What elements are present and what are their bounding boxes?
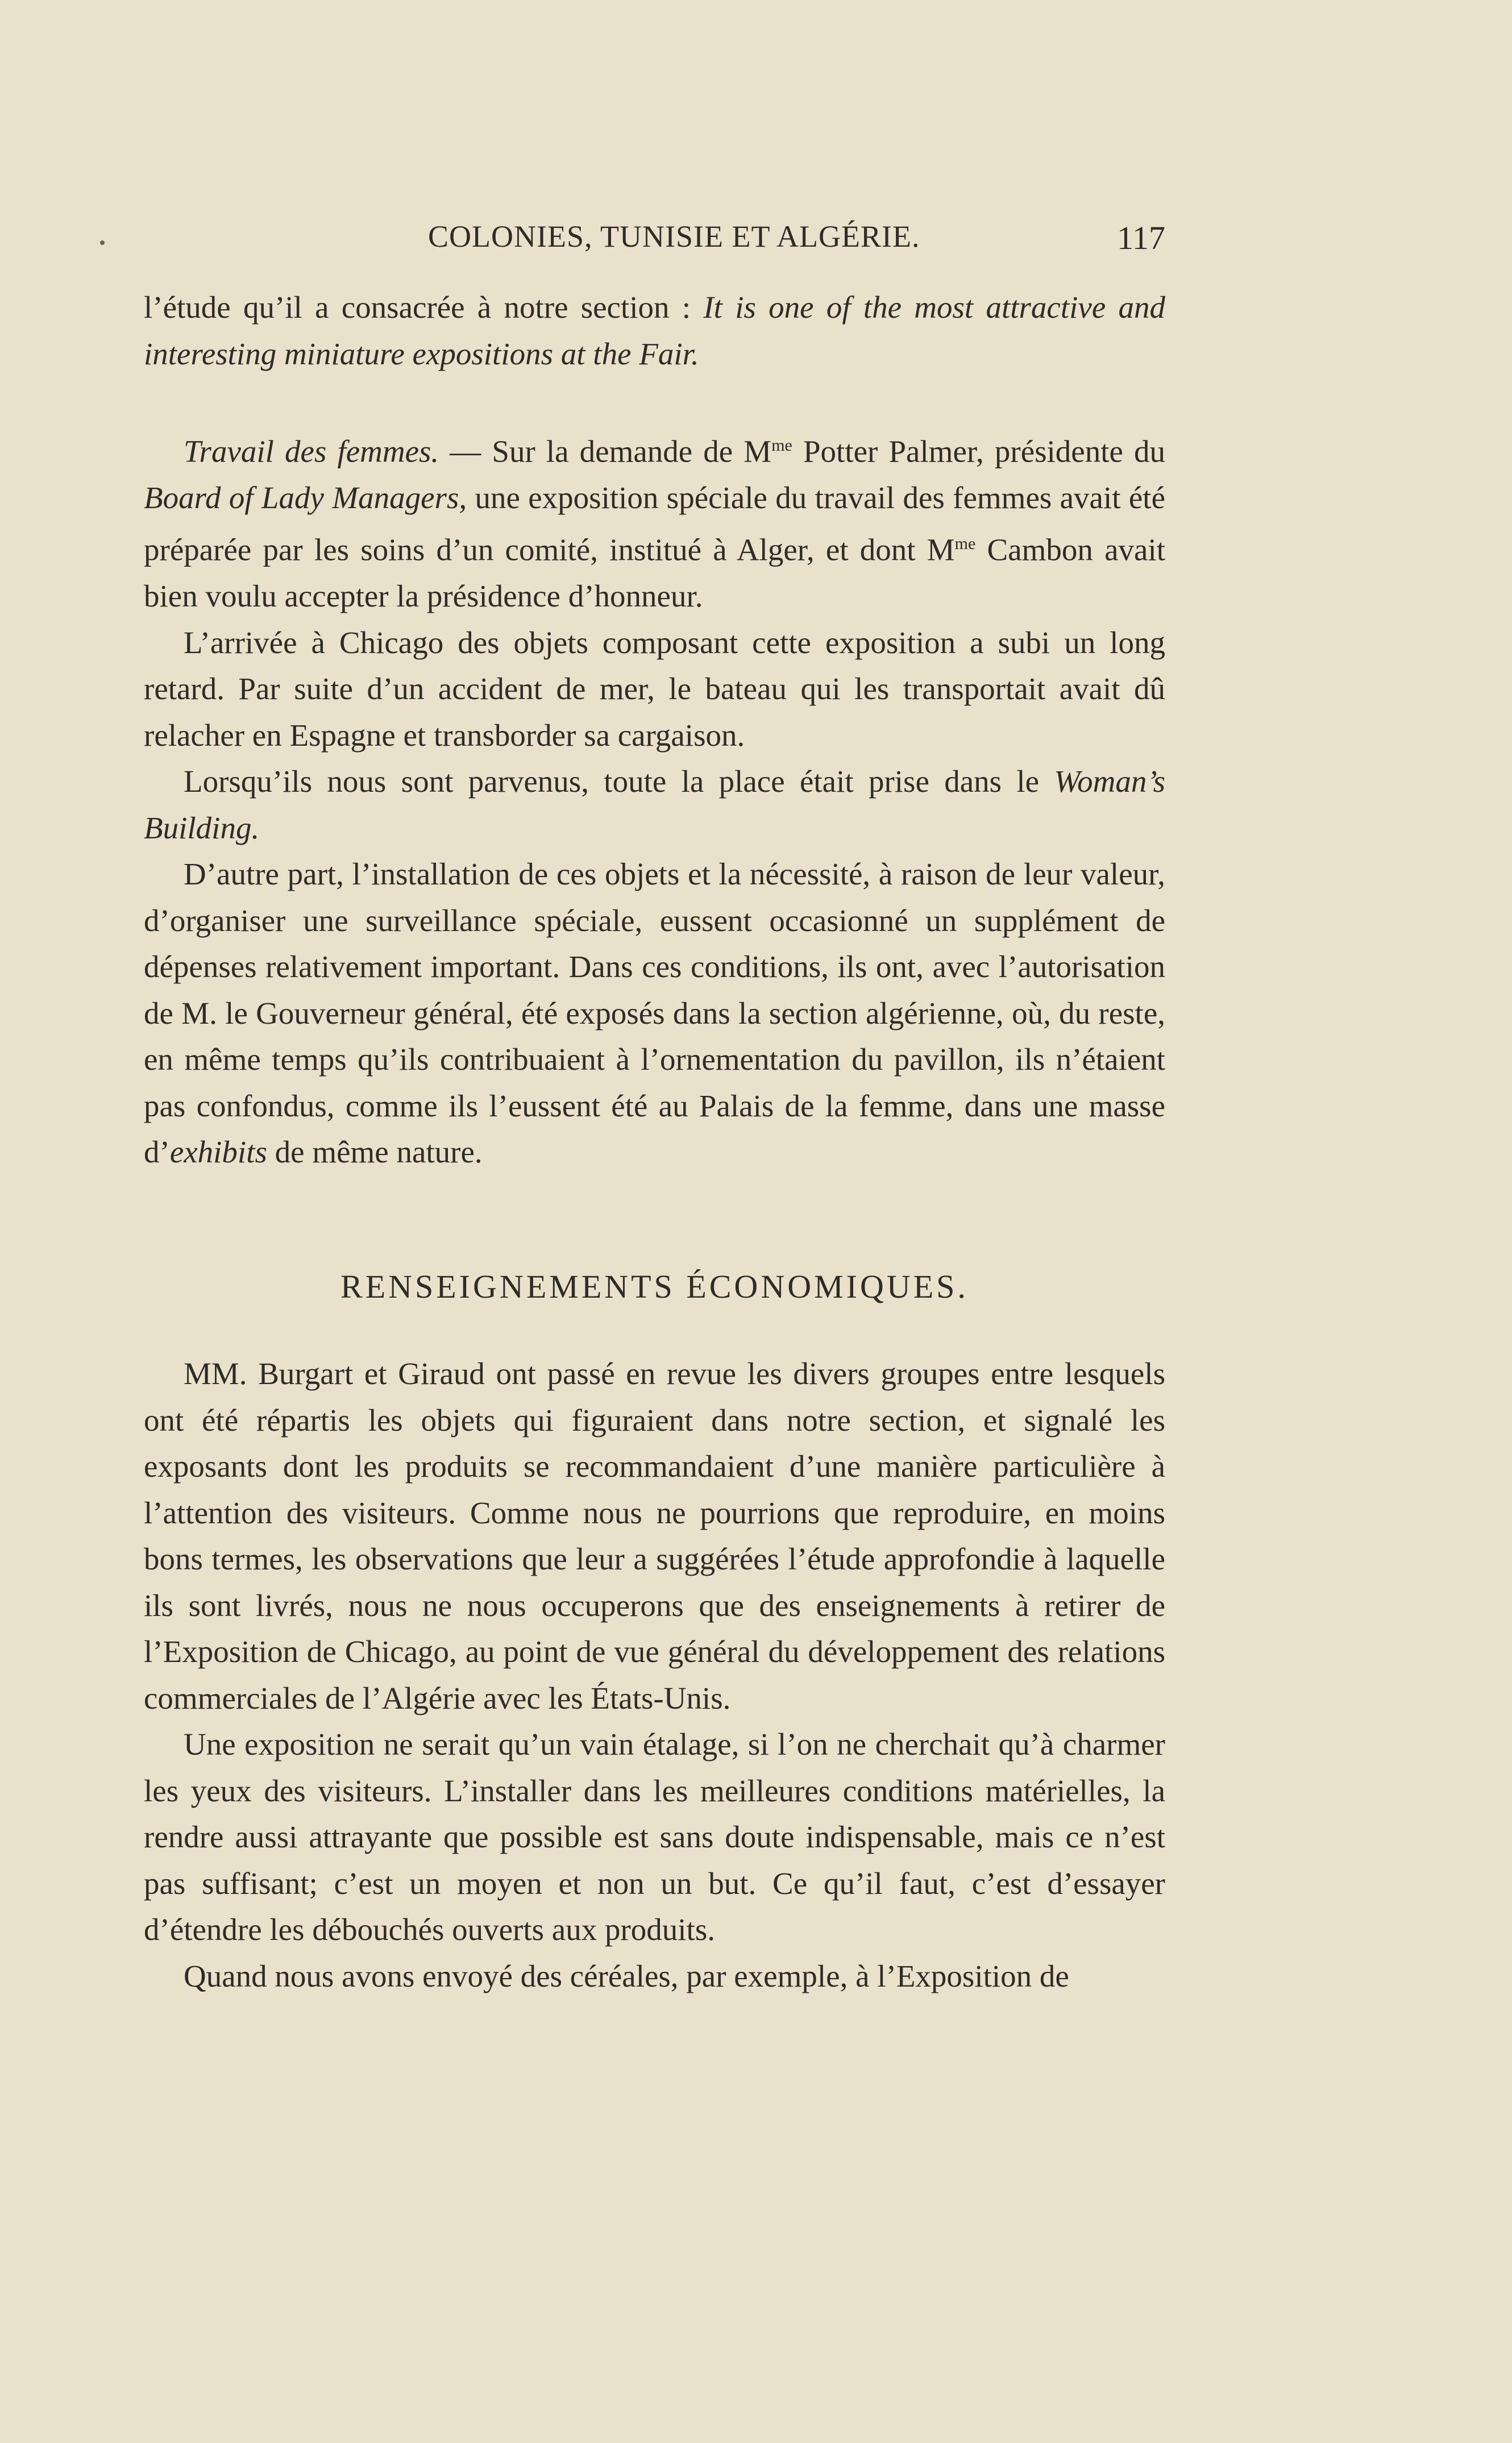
- paragraph-arrival: L’arrivée à Chicago des objets composant cette exposition a subi un long retard. Par suite d’un accident de mer, le bateau qui les transportait avait dû relacher en Espagne et transborder sa cargaison.: [144, 625, 1165, 753]
- paragraph-installation: [144, 851, 1165, 1175]
- italic-title: Board of Lady Managers,: [144, 480, 467, 515]
- running-title: COLONIES, TUNISIE ET ALGÉRIE.: [428, 219, 920, 254]
- section-heading: RENSEIGNEMENTS ÉCONOMIQUES.: [340, 1268, 969, 1305]
- body-text-top: [144, 284, 1165, 1175]
- para-text: l’étude qu’il a consacrée à notre section :: [144, 290, 704, 325]
- paragraph-woman-building: [144, 758, 1165, 851]
- page-number: 117: [1117, 219, 1165, 256]
- paragraph-travail-des-femmes: [144, 422, 1165, 620]
- paragraph-economic-1: MM. Burgart et Giraud ont passé en revue les divers groupes entre lesquels ont été répartis les objets qui figuraient dans notre section, et signalé les exposants dont les produits se recommandaient d’une manière particulière à l’attention des visiteurs. Comme nous ne pourrions que reproduire, en moins bons termes, les observations que leur a suggérées l’étude approfondie à laquelle ils sont livrés, nous ne nous occuperons que des enseignements à retirer de l’Exposition de Chicago, au point de vue général du développement des relations commerciales de l’Algérie avec les États-Unis.: [144, 1356, 1165, 1715]
- margin-speck: [100, 240, 105, 245]
- paragraph-continuation: [144, 284, 1165, 377]
- superscript: me: [771, 436, 792, 455]
- superscript: me: [954, 534, 976, 554]
- para-text: D’autre part, l’installation de ces objets et la nécessité, à raison de leur valeur, d’organiser une surveillance spéciale, eussent occasionné un supplément de dépenses relativement important. Dans ces conditions, ils ont, avec l’autorisation de M. le Gouverneur général, été exposés dans la section algérienne, où, du reste, en même temps qu’ils contribuaient à l’ornementation du pavillon, ils n’étaient pas confondus, comme ils l’eussent été au Palais de la femme, dans une masse d’: [144, 857, 1165, 1170]
- body-text-bottom: [144, 1351, 1165, 1999]
- para-text: Cambon avait bien voulu accepter la présidence d’honneur.: [144, 532, 1166, 614]
- para-text: Lorsqu’ils nous sont parvenus, toute la place était prise dans le: [184, 764, 1054, 799]
- para-text: Potter Palmer, présidente du: [792, 434, 1165, 469]
- paragraph-economic-3: Quand nous avons envoyé des céréales, par exemple, à l’Exposition de: [184, 1958, 1069, 1993]
- paragraph-lead: Travail des femmes.: [184, 434, 439, 469]
- english-quote: It is one of the most attractive and interesting miniature expositions at the Fair.: [144, 290, 1165, 371]
- para-text: de même nature.: [267, 1135, 483, 1170]
- running-header: [144, 219, 1165, 264]
- paragraph-economic-2: Une exposition ne serait qu’un vain étalage, si l’on ne cherchait qu’à charmer les yeux des visiteurs. L’installer dans les meilleures conditions matérielles, la rendre aussi attrayante que possible est sans doute indispensable, mais ce n’est pas suffisant; c’est un moyen et non un but. Ce qu’il faut, c’est d’essayer d’étendre les débouchés ouverts aux produits.: [144, 1727, 1165, 1947]
- para-text: une exposition spéciale du travail des femmes avait été préparée par les soins d’un comité, institué à Alger, et dont M: [144, 480, 1165, 567]
- italic-word: exhibits: [169, 1135, 267, 1170]
- italic-title: Woman’s Building.: [144, 764, 1165, 845]
- para-text: — Sur la demande de M: [439, 434, 772, 469]
